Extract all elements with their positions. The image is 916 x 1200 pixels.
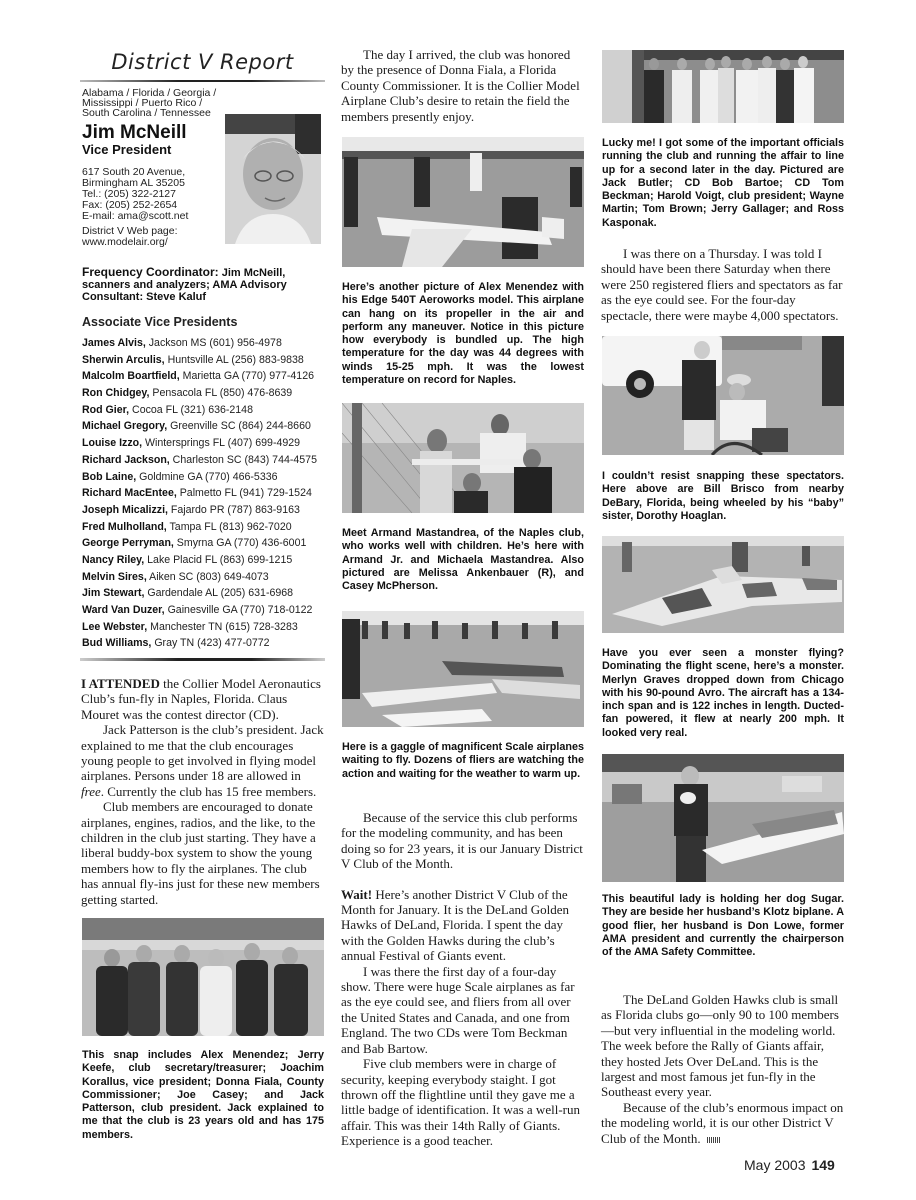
- caption-edge-540t: Here’s another picture of Alex Menendez with his Edge 540T Aeroworks model. This airplane can hang on its propeller in the air and perform any maneuver. Notice in this picture how everybody is bundled up. The high temperature for the day was 44 degrees with winds 15-25 mph. It was the lowest temperature on record for Naples.: [342, 281, 584, 387]
- page-number: 149: [811, 1157, 835, 1173]
- caption-lady-dog: This beautiful lady is holding her dog Sugar. They are beside her husband’s Klotz biplane. A good flier, her husband is Don Lowe, former AMA president and currently the chairperson of the AMA Safety Committee.: [602, 893, 844, 959]
- list-item: George Perryman, Smyrna GA (770) 436-6001: [82, 537, 307, 550]
- vp-email[interactable]: E-mail: ama@scott.net: [82, 210, 189, 222]
- frequency-coordinator: Frequency Coordinator: Jim McNeill, scanners and analyzers; AMA Advisory Consultant: Steve Kaluf: [82, 265, 287, 303]
- lady-dog-photo: [602, 754, 844, 882]
- article-mid-body: Because of the service this club performs for the modeling community, and has been doing so for 23 years, it is our January District V Club of the Month. Wait! Here’s another District V Club of the Month for January. It is the DeLand Golden Hawks of DeLand, Florida. I spent the day with the Golden Hawks during the club’s annual Festival of Giants event. I was there the first day of a four-day show. There were huge Scale airplanes as far as the eye could see, and fliers from all over the United States and Canada, and one from England. The two CDs were Tom Beckman and Bab Bartow. Five club members were in charge of security, keeping everybody staight. I got thrown off the flightline until they gave me a little badge of identification. It was a well-run affair. This was their 14th Rally of Giants. Experience is a good teacher.: [341, 810, 583, 1149]
- caption-officials: Lucky me! I got some of the important officials running the club and running the affair to line up for a second later in the day. Pictured are Jack Butler; CD Bob Bartoe; CD Tom Beckman; Harold Voigt, club president; Wayne Martin; Tom Brown; Jerry Gallager; and Ross Kasponak.: [602, 137, 844, 229]
- vp-web: District V Web page: www.modelair.org/: [82, 226, 222, 248]
- list-item: Melvin Sires, Aiken SC (803) 649-4073: [82, 570, 269, 583]
- list-item: Richard MacEntee, Palmetto FL (941) 729-1524: [82, 487, 312, 500]
- article-left: I ATTENDED the Collier Model Aeronautics Club’s fun-fly in Naples, Florida. Claus Mouret was the contest director (CD). Jack Patterson is the club’s president. Jack explained to me that the club encourages young people to get involved in flying model airplanes. Persons under 18 are allowed in free. Currently the club has 15 free members. Club members are encouraged to donate airplanes, engines, radios, and the like, to the children in the club just starting. They have a liberal buddy-box system to show the young members how to fly the airplanes. The club has annual fly-ins just for these new members getting started.: [81, 676, 327, 907]
- mastandrea-photo: [342, 403, 584, 513]
- district-states: Alabama / Florida / Georgia / Mississippi / Puerto Rico / South Carolina / Tennessee: [82, 87, 217, 119]
- list-item: Louise Izzo, Wintersprings FL (407) 699-4929: [82, 437, 301, 450]
- title-divider: [80, 80, 325, 82]
- article-intro: I ATTENDED the Collier Model Aeronautics Club’s fun-fly in Naples, Florida. Claus Mouret was the contest director (CD).: [81, 676, 321, 722]
- caption-gaggle: Here is a gaggle of magnificent Scale airplanes waiting to fly. Dozens of fliers are watching the action and waiting for the weather to warm up.: [342, 741, 584, 780]
- list-item: Malcolm Boartfield, Marietta GA (770) 977-4126: [82, 370, 314, 383]
- vp-name: Jim McNeill: [82, 122, 187, 143]
- list-item: Joseph Micalizzi, Fajardo PR (787) 863-9163: [82, 503, 300, 516]
- officials-photo: [602, 50, 844, 123]
- article-right-body: The DeLand Golden Hawks club is small as Florida clubs go—only 90 to 100 members—but very influential in the modeling world. The week before the Rally of Giants affair, they hosted Jets Over DeLand. This is the largest and most famous jet fun-fly in the Southeast every year. Because of the club’s enormous impact on the modeling world, it is our other District V Club of the Month.: [601, 992, 844, 1146]
- sidebar-divider: [80, 658, 325, 661]
- caption-mastandrea: Meet Armand Mastandrea, of the Naples club, who works well with children. He’s here with Armand Jr. and Michaela Mastandrea. Also pictured are Melissa Ankenbauer (R), and Casey McPherson.: [342, 527, 584, 593]
- end-of-article-icon: [707, 1137, 721, 1143]
- associate-vp-list: [82, 335, 327, 652]
- department-title: District V Report: [111, 50, 294, 74]
- associate-vp-heading: Associate Vice Presidents: [82, 315, 238, 329]
- scale-airplanes-photo: [342, 611, 584, 727]
- list-item: James Alvis, Jackson MS (601) 956-4978: [82, 337, 282, 349]
- list-item: Bob Laine, Goldmine GA (770) 466-5336: [82, 470, 278, 483]
- list-item: Jim Stewart, Gardendale AL (205) 631-6968: [82, 587, 294, 600]
- list-item: Bud Williams, Gray TN (423) 477-0772: [82, 637, 270, 650]
- group-photo: [82, 918, 324, 1036]
- page-footer: [744, 1157, 835, 1173]
- list-item: Ron Chidgey, Pensacola FL (850) 476-8639: [82, 387, 293, 400]
- caption-monster: Have you ever seen a monster flying? Dominating the flight scene, here’s a monster. Merlyn Graves dropped down from Chicago with his 90-pound Avro. The aircraft has a 134-inch span and is 122 inches in length. Ducted-fan powered, it flew at nearly 200 mph. It looked very real.: [602, 647, 844, 739]
- spectators-photo: [602, 336, 844, 455]
- edge-540t-photo: [342, 137, 584, 267]
- vp-contact: 617 South 20 Avenue, Birmingham AL 35205 Tel.: (205) 322-2127 Fax: (205) 252-2654 E-mail: ama@scott.net: [82, 167, 222, 222]
- list-item: Lee Webster, Manchester TN (615) 728-3283: [82, 620, 298, 633]
- list-item: Nancy Riley, Lake Placid FL (863) 699-1215: [82, 553, 293, 566]
- article-mid-intro: The day I arrived, the club was honored by the presence of Donna Fiala, a Florida County Commissioner. It is the Collier Model Airplane Club’s desire to retain the field the members presently enjoy.: [341, 47, 580, 124]
- vp-title: Vice President: [82, 142, 172, 157]
- list-item: Michael Gregory, Greenville SC (864) 244-8660: [82, 420, 311, 433]
- issue-date: May 2003: [744, 1157, 806, 1173]
- list-item: Ward Van Duzer, Gainesville GA (770) 718-0122: [82, 604, 313, 616]
- caption-group-photo: This snap includes Alex Menendez; Jerry Keefe, club secretary/treasurer; Joachim Korallus, vice president; Donna Fiala, County Commissioner; Joe Casey; and Jack Patterson, club president. Jack explained to me that the club is 23 years old and has 175 members.: [82, 1049, 324, 1141]
- list-item: Fred Mulholland, Tampa FL (813) 962-7020: [82, 520, 292, 533]
- caption-spectators: I couldn’t resist snapping these spectators. Here above are Bill Brisco from nearby DeBary, Florida, being wheeled by his “baby” sister, Dorothy Hoaglan.: [602, 470, 844, 522]
- list-item: Rod Gier, Cocoa FL (321) 636-2148: [82, 403, 253, 416]
- list-item: Richard Jackson, Charleston SC (843) 744-4575: [82, 453, 317, 466]
- list-item: Sherwin Arculis, Huntsville AL (256) 883-9838: [82, 353, 304, 366]
- article-right-intro: I was there on a Thursday. I was told I should have been there Saturday when there were 250 registered fliers and spectators as far as the eye could see. For the four-day spectacle, there were maybe 4,000 spectators.: [601, 246, 843, 323]
- avro-monster-photo: [602, 536, 844, 633]
- vp-portrait-photo: [225, 114, 321, 244]
- vp-web-link[interactable]: www.modelair.org/: [82, 236, 168, 248]
